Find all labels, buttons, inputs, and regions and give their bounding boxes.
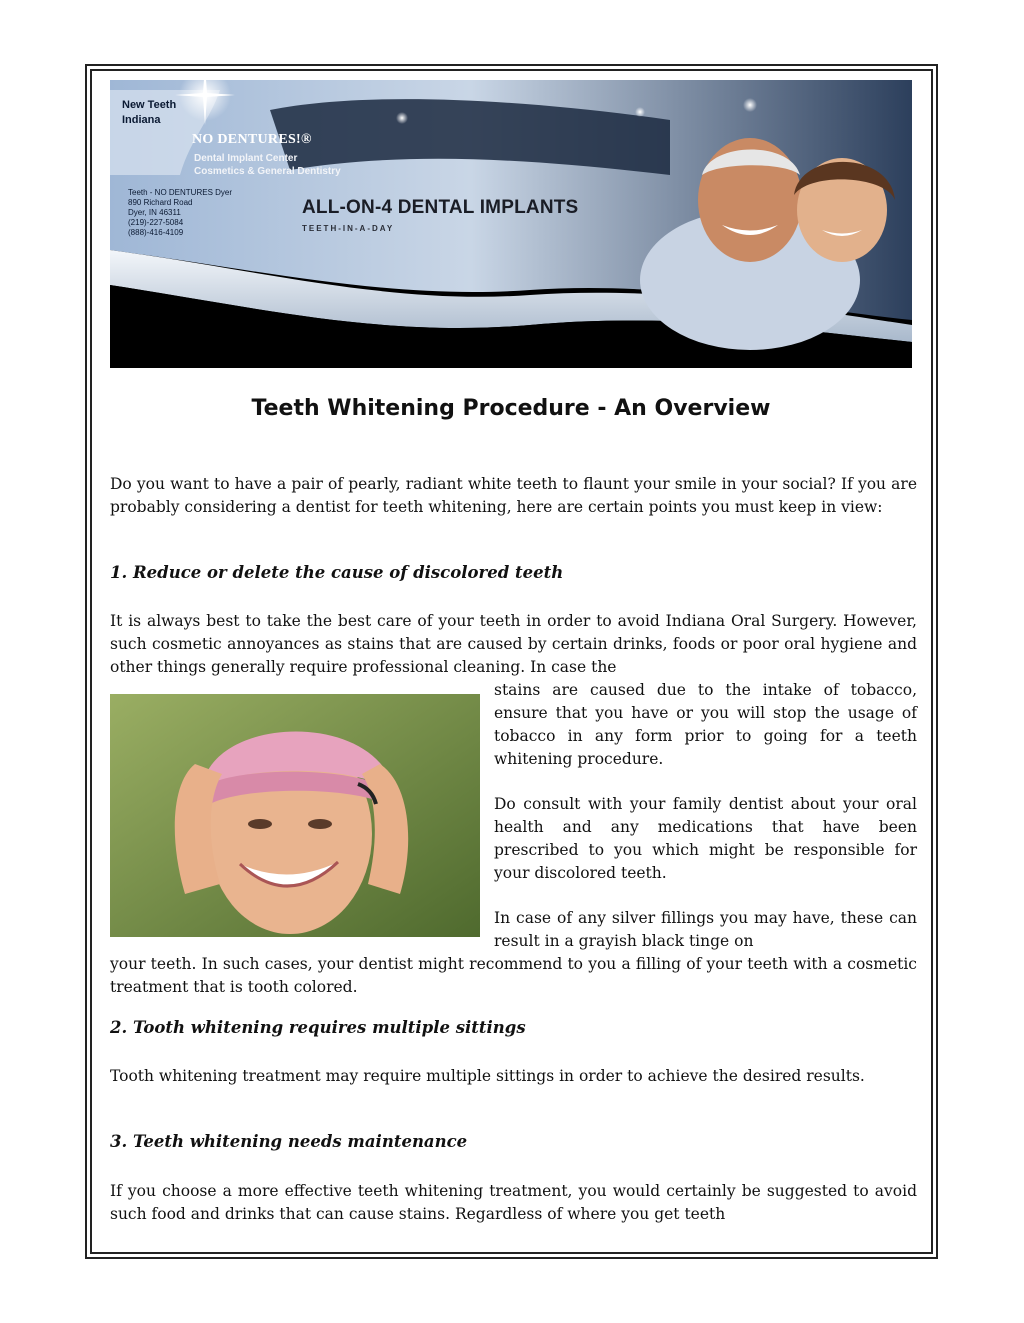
section-heading-2: 2. Tooth whitening requires multiple sittings <box>110 1018 526 1037</box>
section3-paragraph: If you choose a more effective teeth whitening treatment, you would certainly be suggested to avoid such food and drinks that can cause stains. Regardless of where you get teeth <box>110 1182 917 1223</box>
smiling-woman-photo <box>110 694 480 937</box>
banner-service-line: Cosmetics & General Dentistry <box>194 166 341 177</box>
address-line: (219)-227-5084 <box>128 218 184 227</box>
section1-paragraph-3-start: In case of any silver fillings you may have, these can result in a grayish black tinge on <box>494 909 917 950</box>
banner-site-name <box>122 98 176 128</box>
section1-paragraph-2: Do consult with your family dentist about your oral health and any medications that have been prescribed to you which might be responsible for your discolored teeth. <box>494 795 917 882</box>
section1-paragraph-1: It is always best to take the best care of your teeth in order to avoid Indiana Oral Surgery. However, such cosmetic annoyances as stains that are caused by certain drinks, foods or poor oral hygiene and other things generally require professional cleaning. In case the <box>110 612 917 676</box>
article-title: Teeth Whitening Procedure - An Overview <box>251 396 771 421</box>
section-heading-1: 1. Reduce or delete the cause of discolored teeth <box>110 563 564 582</box>
section1-paragraph-3-end: your teeth. In such cases, your dentist might recommend to you a filling of your teeth with a cosmetic treatment that is tooth colored. <box>110 955 917 996</box>
banner-service-line: Dental Implant Center <box>194 153 298 164</box>
intro-paragraph: Do you want to have a pair of pearly, radiant white teeth to flaunt your smile in your social? If you are probably considering a dentist for teeth whitening, here are certain points you must keep in view: <box>110 475 917 516</box>
header-banner <box>110 80 912 368</box>
banner-site-line: Indiana <box>122 114 161 126</box>
section1-paragraph-1-continued: stains are caused due to the intake of tobacco, ensure that you have or you will stop the usage of tobacco in any form prior to going for a teeth whitening procedure. <box>494 681 917 768</box>
banner-address <box>128 188 232 238</box>
banner-services <box>194 152 341 178</box>
photo-artwork <box>110 694 480 937</box>
banner-tagline: TEETH-IN-A-DAY <box>302 224 395 233</box>
banner-brand: NO DENTURES!® <box>192 132 312 147</box>
address-line: 890 Richard Road <box>128 198 193 207</box>
banner-site-line: New Teeth <box>122 99 177 111</box>
document-content <box>110 80 917 1223</box>
address-line: (888)-416-4109 <box>128 228 184 237</box>
section-heading-3: 3. Teeth whitening needs maintenance <box>110 1132 468 1151</box>
wrapped-text-column <box>494 679 917 953</box>
address-line: Teeth - NO DENTURES Dyer <box>128 188 233 197</box>
banner-headline: ALL-ON-4 DENTAL IMPLANTS <box>302 197 579 218</box>
address-line: Dyer, IN 46311 <box>128 208 181 217</box>
section2-paragraph: Tooth whitening treatment may require multiple sittings in order to achieve the desired results. <box>110 1067 865 1085</box>
